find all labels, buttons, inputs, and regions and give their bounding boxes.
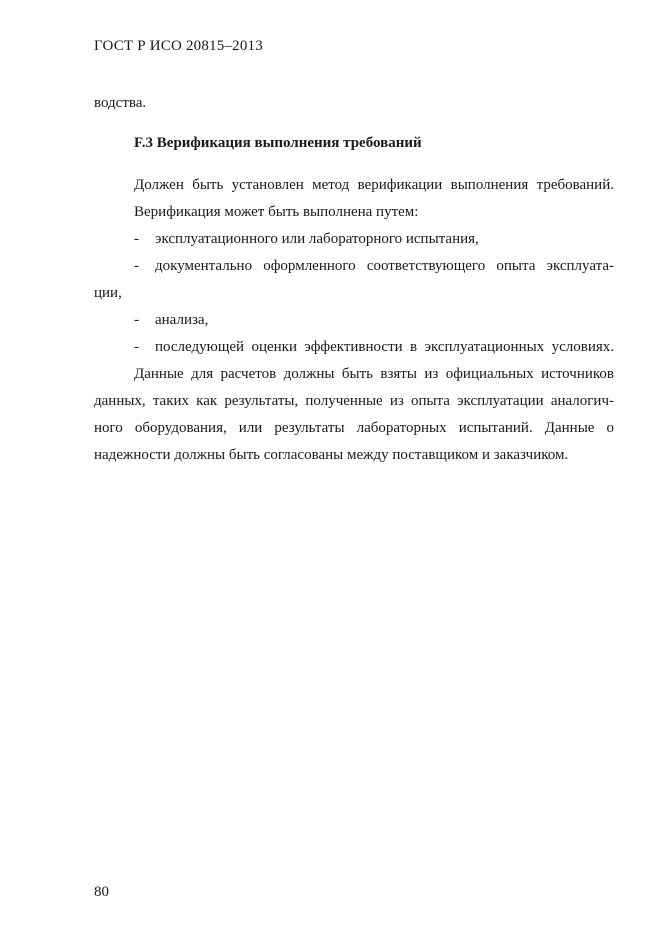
list-item: документально оформленного соответствующего опыта эксплуата- [155, 258, 614, 274]
paragraph-line: Данные для расчетов должны быть взяты из официальных источников [134, 366, 614, 382]
paragraph-line: Верификация может быть выполнена путем: [134, 204, 419, 220]
list-bullet: - [134, 339, 139, 355]
list-item-continuation: ции, [94, 285, 122, 301]
paragraph-line: Должен быть установлен метод верификации выполнения требований. [134, 177, 614, 193]
list-bullet: - [134, 231, 139, 247]
paragraph-line: ного оборудования, или результаты лабораторных испытаний. Данные о [94, 420, 614, 436]
list-item: последующей оценки эффективности в эксплуатационных условиях. [155, 339, 614, 355]
paragraph-line: надежности должны быть согласованы между поставщиком и заказчиком. [94, 447, 569, 463]
document-header: ГОСТ Р ИСО 20815–2013 [94, 38, 263, 54]
list-bullet: - [134, 312, 139, 328]
paragraph-line: данных, таких как результаты, полученные из опыта эксплуатации аналогич- [94, 393, 614, 409]
list-item: эксплуатационного или лабораторного испытания, [155, 231, 479, 247]
section-title: F.3 Верификация выполнения требований [134, 135, 422, 151]
list-bullet: - [134, 258, 139, 274]
page-number: 80 [94, 884, 109, 900]
list-item: анализа, [155, 312, 209, 328]
continuation-text: водства. [94, 95, 147, 111]
